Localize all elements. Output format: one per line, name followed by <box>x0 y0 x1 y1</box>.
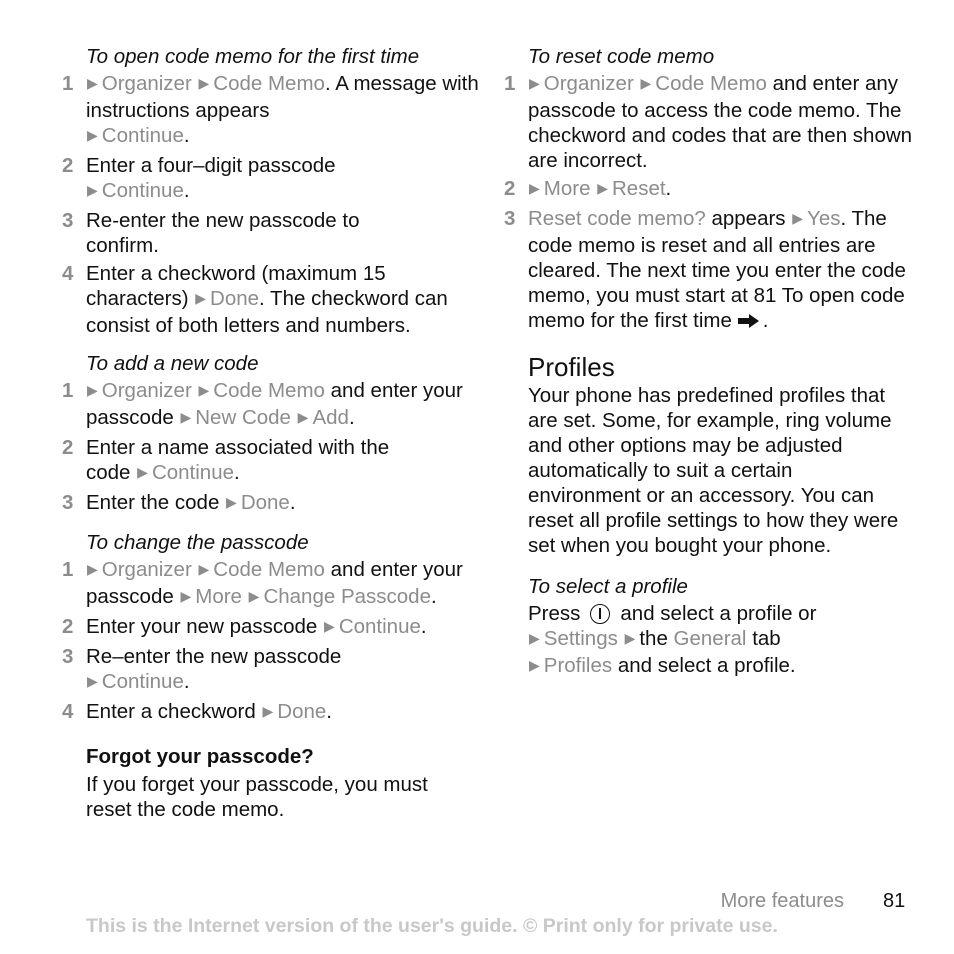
subheading: To open code memo for the first time <box>86 45 420 68</box>
step-text: . The checkword can consist of both letters and numbers. <box>86 287 448 337</box>
step-text: Enter your new passcode <box>86 615 318 638</box>
step-text: Enter a checkword (maximum 15 characters) <box>86 262 386 310</box>
step-number: 1 <box>504 72 516 95</box>
menu-path: Code Memo <box>213 558 325 581</box>
step-number: 3 <box>504 207 516 230</box>
menu-arrow-icon: ▶ <box>137 464 148 480</box>
menu-arrow-icon: ▶ <box>87 561 98 577</box>
step-text: . <box>183 670 190 693</box>
menu-path: Continue <box>338 615 421 638</box>
step-number: 1 <box>62 72 74 95</box>
menu-path: Continue <box>101 124 184 147</box>
step-number: 3 <box>62 491 74 514</box>
step-number: 3 <box>62 209 74 232</box>
step-1 <box>504 71 928 173</box>
step-2 <box>62 614 482 641</box>
step-text: Enter the code <box>86 491 220 514</box>
menu-arrow-icon: ▶ <box>529 630 540 646</box>
step-text: and select a profile. <box>617 654 796 677</box>
power-key-icon <box>590 604 610 624</box>
menu-path: Done <box>277 700 327 723</box>
section-open-first-time <box>62 44 482 338</box>
step-3 <box>504 206 928 333</box>
menu-arrow-icon: ▶ <box>180 588 192 604</box>
footer-section-name: More features <box>720 890 844 912</box>
step-text: . <box>183 124 190 147</box>
menu-path: Code Memo <box>213 379 325 402</box>
menu-arrow-icon: ▶ <box>324 618 335 634</box>
menu-arrow-icon: ▶ <box>262 703 274 719</box>
step-text: Enter a name associated with the code <box>86 436 390 484</box>
step-text: appears <box>705 207 786 230</box>
menu-arrow-icon: ▶ <box>198 382 210 398</box>
step-text: . <box>289 491 296 514</box>
cross-reference-link[interactable]: . <box>763 309 770 332</box>
dialog-text: Reset code memo? <box>528 207 706 230</box>
step-text: Re-enter the new passcode to confirm. <box>86 209 360 257</box>
step-text: . <box>326 700 332 723</box>
menu-path: Yes <box>807 207 841 230</box>
menu-arrow-icon: ▶ <box>597 180 608 196</box>
menu-path: Code Memo <box>655 72 767 95</box>
menu-arrow-icon: ▶ <box>248 588 260 604</box>
step-number: 2 <box>62 615 74 638</box>
menu-arrow-icon: ▶ <box>640 75 652 91</box>
menu-path: Continue <box>151 461 235 484</box>
profiles-text: Your phone has predefined profiles that are set. Some, for example, ring volume and other options may be adjusted automatically to suit a certain environment or an accessory. You can reset all profile settings to how they were set when you bought your phone. <box>528 384 899 557</box>
step-1 <box>62 557 466 611</box>
menu-path: Continue <box>101 179 184 202</box>
menu-arrow-icon: ▶ <box>792 210 804 226</box>
step-text: . <box>183 179 190 202</box>
step-4 <box>62 699 482 726</box>
menu-arrow-icon: ▶ <box>195 290 207 306</box>
step-text: and enter any passcode to access the code memo. The checkword and codes that are then shown are incorrect. <box>528 72 913 172</box>
menu-arrow-icon: ▶ <box>198 561 210 577</box>
menu-arrow-icon: ▶ <box>226 494 237 510</box>
step-text: . A message with instructions appears <box>86 72 479 122</box>
menu-arrow-icon: ▶ <box>87 673 98 689</box>
step-text: the <box>639 627 668 650</box>
step-2 <box>62 435 426 487</box>
menu-arrow-icon: ▶ <box>529 657 540 673</box>
menu-arrow-icon: ▶ <box>624 630 636 646</box>
step-text: and enter your passcode <box>86 558 463 608</box>
menu-path: Done <box>210 287 260 310</box>
section-forgot-passcode <box>62 744 482 822</box>
menu-path: Code Memo <box>213 72 325 95</box>
subheading: To add a new code <box>86 352 259 375</box>
menu-path: General <box>673 627 747 650</box>
step-number: 1 <box>62 558 74 581</box>
menu-arrow-icon: ▶ <box>198 75 210 91</box>
section-profiles <box>504 351 924 558</box>
step-number: 2 <box>62 436 74 459</box>
step-text: 81 To open code memo for the first time <box>528 284 905 332</box>
section-select-profile <box>504 574 924 680</box>
step-number: 1 <box>62 379 74 402</box>
menu-path: More <box>195 585 242 608</box>
menu-arrow-icon: ▶ <box>180 409 192 425</box>
section-change-passcode <box>62 530 482 726</box>
select-profile-steps <box>528 601 924 680</box>
step-text: Enter a checkword <box>86 700 256 723</box>
step-number: 2 <box>62 154 74 177</box>
step-1 <box>62 378 482 432</box>
forgot-heading: Forgot your passcode? <box>86 745 314 768</box>
page-number: 81 <box>883 890 906 912</box>
forgot-text: If you forget your passcode, you must reset the code memo. <box>86 773 428 821</box>
step-text: Press <box>528 602 581 625</box>
menu-path: Add <box>312 406 349 429</box>
step-number: 2 <box>504 177 516 200</box>
menu-path: Reset <box>611 177 666 200</box>
menu-path: Organizer <box>101 72 192 95</box>
subheading: To select a profile <box>528 575 688 598</box>
step-text: . <box>431 585 437 608</box>
step-text: . The code memo is reset and all entries are cleared. The next time you enter the code memo, you must start at <box>528 207 906 307</box>
step-text: . <box>234 461 240 484</box>
step-text: Enter a four–digit passcode <box>86 154 336 177</box>
subheading: To change the passcode <box>86 531 309 554</box>
reference-arrow-icon <box>738 314 760 328</box>
menu-path: Organizer <box>101 558 192 581</box>
step-2 <box>62 153 482 205</box>
step-3 <box>62 490 482 517</box>
menu-path: More <box>543 177 591 200</box>
left-column <box>62 44 482 835</box>
step-3 <box>62 208 396 258</box>
step-text: and enter your passcode <box>86 379 463 429</box>
menu-arrow-icon: ▶ <box>87 382 98 398</box>
menu-path: Settings <box>543 627 618 650</box>
menu-arrow-icon: ▶ <box>87 127 98 143</box>
menu-path: Continue <box>101 670 184 693</box>
step-text: Re–enter the new passcode <box>86 645 342 668</box>
menu-path: Profiles <box>543 654 613 677</box>
menu-path: Organizer <box>543 72 634 95</box>
subheading: To reset code memo <box>528 45 715 68</box>
step-number: 4 <box>62 262 74 285</box>
step-text: tab <box>752 627 781 650</box>
menu-arrow-icon: ▶ <box>529 180 540 196</box>
step-text: . <box>665 177 672 200</box>
step-text: . <box>348 406 355 429</box>
menu-arrow-icon: ▶ <box>87 182 98 198</box>
right-column <box>504 44 924 693</box>
menu-arrow-icon: ▶ <box>87 75 98 91</box>
step-2 <box>504 176 924 203</box>
section-reset-code-memo <box>504 44 924 333</box>
step-1 <box>62 71 482 150</box>
menu-arrow-icon: ▶ <box>529 75 540 91</box>
menu-path: Done <box>240 491 290 514</box>
step-number: 4 <box>62 700 74 723</box>
menu-arrow-icon: ▶ <box>297 409 309 425</box>
menu-path: Change Passcode <box>263 585 431 608</box>
step-4 <box>62 261 466 338</box>
step-text: . <box>420 615 427 638</box>
step-3 <box>62 644 482 696</box>
menu-path: Organizer <box>101 379 192 402</box>
step-text: and select a profile or <box>620 602 817 625</box>
section-add-new-code <box>62 351 482 517</box>
footer-notice: This is the Internet version of the user's guide. © Print only for private use. <box>86 915 778 937</box>
section-title: Profiles <box>528 352 615 382</box>
menu-path: New Code <box>195 406 291 429</box>
step-number: 3 <box>62 645 74 668</box>
